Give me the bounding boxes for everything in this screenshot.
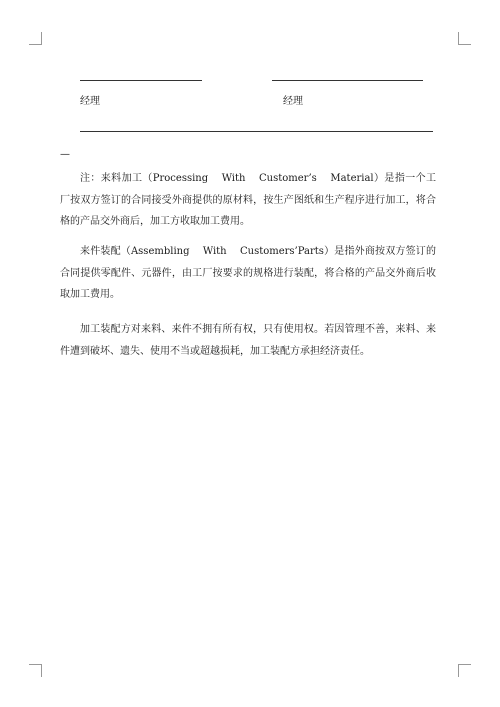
note-paragraph-ownership: 加工装配方对来料、来件不拥有所有权，只有使用权。若因管理不善，来料、来件遭到破坏、遗失、使用不当或超越损耗，加工装配方承担经济责任。 — [60, 324, 436, 357]
separator-line — [80, 131, 433, 132]
separator-dash: — — [60, 149, 70, 160]
note-p1-suffix: ）是指一个工厂按双方签订的合同接受外商提供的原材料，按生产图纸和生产程序进行加工，将合格的产品交外商后，加工方收取加工费用。 — [60, 173, 437, 227]
signature-label-right: 经理 — [283, 96, 303, 107]
crop-mark-top-left — [29, 32, 42, 45]
crop-mark-bottom-right — [458, 664, 471, 677]
note-paragraph-processing — [60, 168, 436, 233]
note-paragraph-assembling — [60, 241, 436, 306]
crop-mark-bottom-left — [29, 664, 42, 677]
note-p2-prefix: 来件装配（ — [80, 246, 131, 257]
crop-mark-top-right — [458, 32, 471, 45]
signature-line-left — [80, 80, 202, 81]
note-p1-prefix: 注：来料加工（ — [80, 173, 153, 184]
note-p2-suffix: ）是指外商按双方签订的合同提供零配件、元器件，由工厂按要求的规格进行装配，将合格的产品交外商后收取加工费用。 — [60, 246, 436, 300]
signature-line-right — [272, 80, 423, 81]
note-p2-latin: Assembling With Customers’Parts — [130, 246, 324, 257]
note-p1-latin: Processing With Customer’s Material — [152, 173, 374, 184]
signature-label-left: 经理 — [80, 96, 100, 107]
